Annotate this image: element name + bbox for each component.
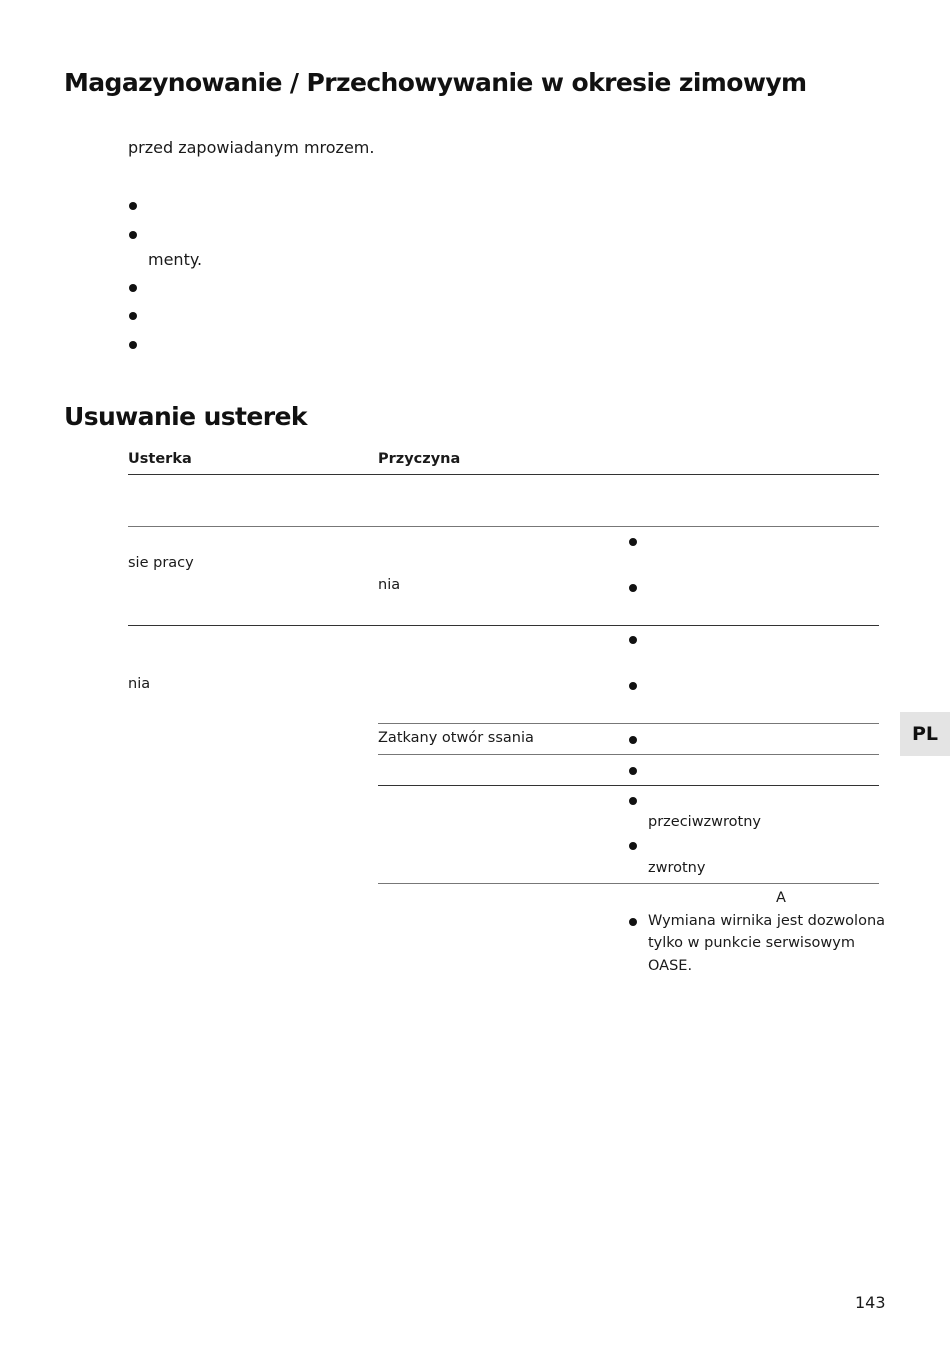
table-header-rule: [128, 474, 879, 475]
table-row-divider: [128, 526, 879, 527]
table-row-divider: [378, 785, 879, 786]
page-number: 143: [855, 1293, 886, 1312]
column-header-cause: Przyczyna: [378, 451, 461, 467]
table-row-divider: [378, 723, 879, 724]
remedy-text: tylko w punkcie serwisowym: [648, 935, 855, 951]
bullet-icon: [129, 284, 137, 292]
bullet-icon: [129, 231, 137, 239]
bullet-icon: [629, 842, 637, 850]
storage-intro-text: przed zapowiadanym mrozem.: [128, 138, 375, 157]
bullet-icon: [129, 312, 137, 320]
bullet-icon: [629, 584, 637, 592]
troubleshooting-heading: Usuwanie usterek: [64, 402, 307, 431]
table-row-divider: [128, 625, 879, 626]
table-row-divider: [378, 754, 879, 755]
fault-text: nia: [128, 676, 151, 692]
remedy-text: Wymiana wirnika jest dozwolona: [648, 913, 886, 929]
bullet-icon: [629, 682, 637, 690]
column-header-fault: Usterka: [128, 451, 192, 467]
storage-heading: Magazynowanie / Przechowywanie w okresie zimowym: [64, 68, 807, 97]
bullet-icon: [129, 341, 137, 349]
bullet-icon: [129, 202, 137, 210]
remedy-text: zwrotny: [648, 860, 706, 876]
bullet-icon: [629, 918, 637, 926]
remedy-text: A: [776, 890, 786, 906]
bullet-icon: [629, 767, 637, 775]
storage-bullet-text: menty.: [148, 250, 203, 269]
fault-text: sie pracy: [128, 555, 194, 571]
language-tab: PL: [900, 712, 950, 756]
bullet-icon: [629, 797, 637, 805]
cause-text: Zatkany otwór ssania: [378, 730, 534, 746]
remedy-text: OASE.: [648, 958, 693, 974]
bullet-icon: [629, 636, 637, 644]
bullet-icon: [629, 736, 637, 744]
remedy-text: przeciwzwrotny: [648, 814, 761, 830]
bullet-icon: [629, 538, 637, 546]
cause-text: nia: [378, 577, 401, 593]
table-row-divider: [378, 883, 879, 884]
